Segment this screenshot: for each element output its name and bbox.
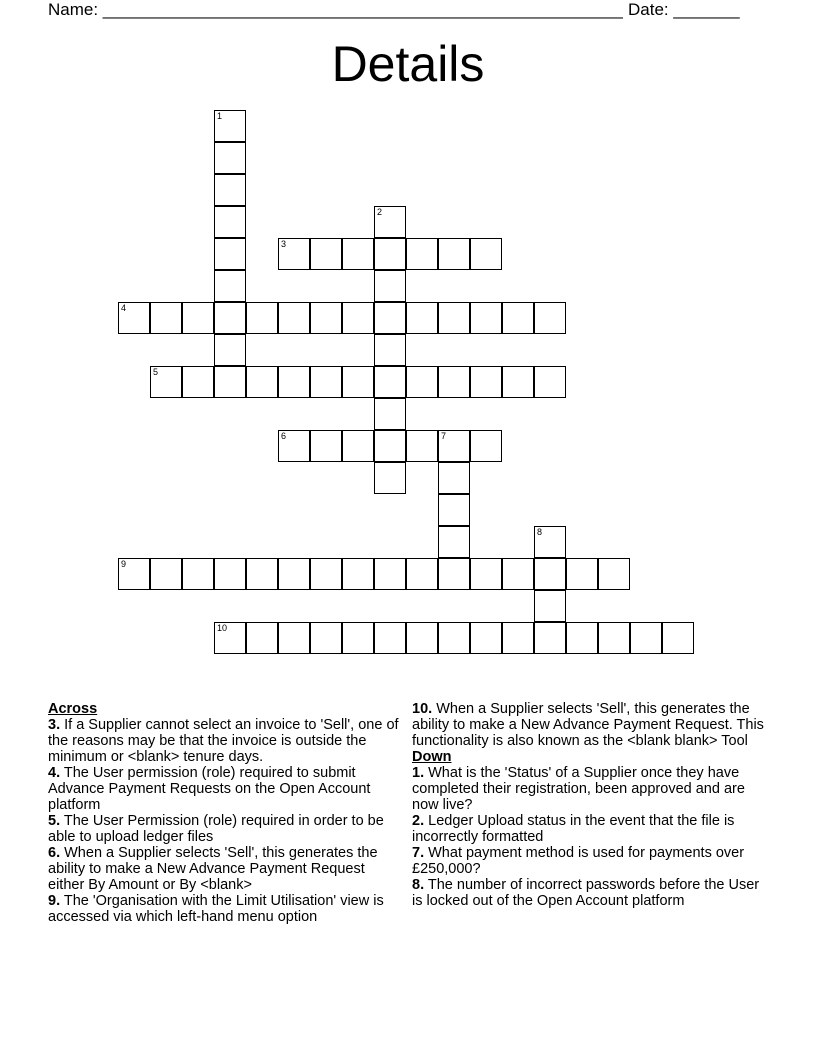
grid-cell[interactable]: [310, 302, 342, 334]
clue-number: 6.: [48, 845, 61, 861]
grid-cell[interactable]: [534, 526, 566, 558]
grid-cell[interactable]: [438, 622, 470, 654]
grid-cell[interactable]: [470, 430, 502, 462]
grid-cell[interactable]: [374, 366, 406, 398]
grid-cell[interactable]: [246, 558, 278, 590]
grid-cell[interactable]: [182, 302, 214, 334]
grid-cell[interactable]: [470, 558, 502, 590]
clue-across-4: [48, 765, 404, 813]
clue-across-10: [412, 701, 772, 749]
grid-cell[interactable]: [502, 622, 534, 654]
grid-cell[interactable]: [278, 302, 310, 334]
clue-number: 5.: [48, 813, 61, 829]
grid-cell[interactable]: [374, 334, 406, 366]
cell-number: 4: [121, 303, 127, 313]
grid-cell[interactable]: [502, 558, 534, 590]
cell-number: 2: [377, 207, 383, 217]
grid-cell[interactable]: [278, 622, 310, 654]
grid-cell[interactable]: [502, 366, 534, 398]
grid-cell[interactable]: [374, 462, 406, 494]
grid-cell[interactable]: [598, 622, 630, 654]
clue-number: 9.: [48, 893, 61, 909]
grid-cell[interactable]: [118, 302, 150, 334]
grid-cell[interactable]: [342, 430, 374, 462]
grid-cell[interactable]: [374, 558, 406, 590]
grid-cell[interactable]: [118, 558, 150, 590]
grid-cell[interactable]: [374, 270, 406, 302]
down-heading: Down: [412, 749, 452, 765]
clue-text: Ledger Upload status in the event that the file is incorrectly formatted: [412, 813, 735, 845]
grid-cell[interactable]: [534, 590, 566, 622]
clue-text: The 'Organisation with the Limit Utilisation' view is accessed via which left-hand menu option: [48, 893, 384, 925]
grid-cell[interactable]: [246, 366, 278, 398]
grid-cell[interactable]: [374, 622, 406, 654]
grid-cell[interactable]: [374, 302, 406, 334]
cell-number: 8: [537, 527, 543, 537]
grid-cell[interactable]: [470, 238, 502, 270]
grid-cell[interactable]: [278, 366, 310, 398]
clue-number: 10.: [412, 701, 433, 717]
clue-number: 4.: [48, 765, 61, 781]
clue-down-2: [412, 813, 772, 845]
grid-cell[interactable]: [182, 558, 214, 590]
grid-cell[interactable]: [214, 558, 246, 590]
grid-cell[interactable]: [214, 174, 246, 206]
cell-number: 3: [281, 239, 287, 249]
clue-down-7: [412, 845, 772, 877]
grid-cell[interactable]: [598, 558, 630, 590]
grid-cell[interactable]: [342, 558, 374, 590]
clue-across-5: [48, 813, 404, 845]
grid-cell[interactable]: [214, 622, 246, 654]
grid-cell[interactable]: [310, 622, 342, 654]
clue-number: 2.: [412, 813, 425, 829]
grid-cell[interactable]: [342, 366, 374, 398]
clues-column-left: [48, 701, 404, 925]
across-heading: Across: [48, 701, 98, 717]
page-title: Details: [331, 36, 485, 92]
clue-text: The User Permission (role) required in order to be able to upload ledger files: [48, 813, 384, 845]
grid-cell[interactable]: [470, 366, 502, 398]
grid-cell[interactable]: [534, 558, 566, 590]
grid-cell[interactable]: [310, 366, 342, 398]
clue-number: 7.: [412, 845, 425, 861]
grid-cell[interactable]: [438, 366, 470, 398]
grid-cell[interactable]: [438, 462, 470, 494]
grid-cell[interactable]: [438, 558, 470, 590]
grid-cell[interactable]: [438, 494, 470, 526]
grid-cell[interactable]: [406, 366, 438, 398]
cell-number: 6: [281, 431, 287, 441]
grid-cell[interactable]: [534, 302, 566, 334]
clue-text: What payment method is used for payments over £250,000?: [412, 845, 745, 877]
cell-number: 9: [121, 559, 127, 569]
clue-text: If a Supplier cannot select an invoice to 'Sell', one of the reasons may be that the invoice is outside the minimum or <blank> tenure days.: [48, 717, 399, 765]
grid-cell[interactable]: [182, 366, 214, 398]
clue-across-3: [48, 717, 404, 765]
grid-cell[interactable]: [406, 622, 438, 654]
grid-cell[interactable]: [246, 302, 278, 334]
clue-down-1: [412, 765, 772, 813]
grid-cell[interactable]: [470, 622, 502, 654]
grid-cell[interactable]: [246, 622, 278, 654]
name-field-label: Name: _______________________________________________________: [48, 0, 623, 19]
grid-cell[interactable]: [374, 398, 406, 430]
grid-cell[interactable]: [470, 302, 502, 334]
grid-cell[interactable]: [630, 622, 662, 654]
grid-cell[interactable]: [214, 142, 246, 174]
cell-number: 10: [217, 623, 228, 633]
grid-cell[interactable]: [214, 334, 246, 366]
grid-cell[interactable]: [406, 558, 438, 590]
grid-cell[interactable]: [278, 558, 310, 590]
date-field-label: Date: _______: [628, 0, 740, 19]
clues-column-right: [412, 701, 772, 909]
grid-cell[interactable]: [438, 526, 470, 558]
grid-cell[interactable]: [534, 366, 566, 398]
grid-cell[interactable]: [150, 558, 182, 590]
clue-text: When a Supplier selects 'Sell', this generates the ability to make a New Advance Payment Request either By Amount or By <blank>: [48, 845, 378, 893]
clue-across-6: [48, 845, 404, 893]
clue-down-8: [412, 877, 772, 909]
grid-cell[interactable]: [214, 110, 246, 142]
grid-cell[interactable]: [310, 430, 342, 462]
grid-cell[interactable]: [214, 206, 246, 238]
grid-cell[interactable]: [342, 238, 374, 270]
grid-cell[interactable]: [374, 206, 406, 238]
grid-cell[interactable]: [406, 238, 438, 270]
clue-text: When a Supplier selects 'Sell', this generates the ability to make a New Advance Payment Request. This functionality is also known as the <blank blank> Tool: [412, 701, 764, 749]
grid-cell[interactable]: [342, 302, 374, 334]
grid-cell[interactable]: [502, 302, 534, 334]
grid-cell[interactable]: [438, 302, 470, 334]
cell-number: 5: [153, 367, 159, 377]
grid-cell[interactable]: [310, 558, 342, 590]
clue-number: 3.: [48, 717, 61, 733]
clue-number: 1.: [412, 765, 425, 781]
grid-cell[interactable]: [406, 430, 438, 462]
clue-text: The number of incorrect passwords before the User is locked out of the Open Account platform: [412, 877, 760, 909]
grid-cell[interactable]: [534, 622, 566, 654]
cell-number: 1: [217, 111, 223, 121]
grid-cell[interactable]: [214, 366, 246, 398]
grid-cell[interactable]: [214, 302, 246, 334]
cell-number: 7: [441, 431, 447, 441]
clue-text: What is the 'Status' of a Supplier once they have completed their registration, been approved and are now live?: [412, 765, 745, 813]
grid-cell[interactable]: [278, 430, 310, 462]
grid-cell[interactable]: [662, 622, 694, 654]
grid-cell[interactable]: [342, 622, 374, 654]
grid-cell[interactable]: [406, 302, 438, 334]
grid-cell[interactable]: [214, 270, 246, 302]
clue-number: 8.: [412, 877, 425, 893]
clue-text: The User permission (role) required to submit Advance Payment Requests on the Open Account platform: [48, 765, 371, 813]
grid-cell[interactable]: [374, 430, 406, 462]
clue-across-9: [48, 893, 404, 925]
grid-cell[interactable]: [566, 622, 598, 654]
grid-cell[interactable]: [374, 238, 406, 270]
grid-cell[interactable]: [214, 238, 246, 270]
grid-cell[interactable]: [438, 430, 470, 462]
grid-cell[interactable]: [566, 558, 598, 590]
grid-cell[interactable]: [310, 238, 342, 270]
grid-cell[interactable]: [150, 302, 182, 334]
grid-cell[interactable]: [278, 238, 310, 270]
grid-cell[interactable]: [150, 366, 182, 398]
grid-cell[interactable]: [438, 238, 470, 270]
